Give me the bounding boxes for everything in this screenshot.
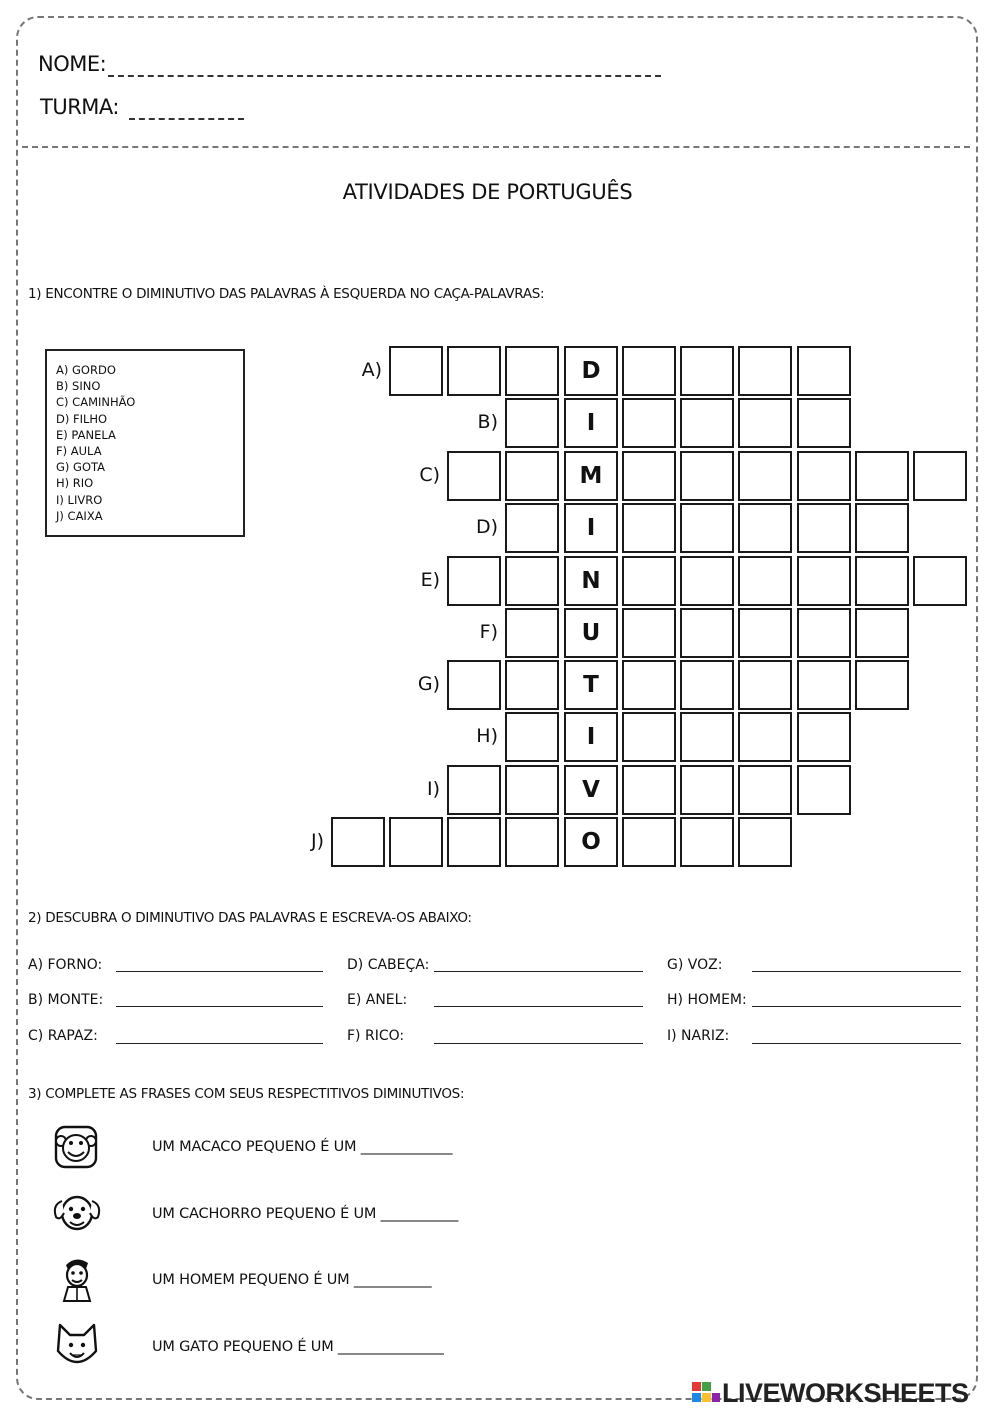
crossword-cell[interactable] xyxy=(738,398,792,448)
crossword-row-label: F) xyxy=(479,621,498,643)
crossword-cell[interactable] xyxy=(913,451,967,501)
crossword-cell[interactable] xyxy=(447,346,501,396)
crossword-row-label: A) xyxy=(361,359,382,381)
crossword-cell[interactable] xyxy=(738,765,792,815)
answer-line[interactable] xyxy=(752,1043,961,1044)
crossword-row-label: D) xyxy=(475,516,498,538)
answer-line[interactable] xyxy=(116,971,323,972)
crossword-key-letter: I xyxy=(564,712,618,762)
crossword-cell[interactable] xyxy=(447,765,501,815)
crossword-cell[interactable] xyxy=(797,765,851,815)
crossword-cell[interactable] xyxy=(738,556,792,606)
crossword-cell[interactable] xyxy=(738,503,792,553)
section1-instruction: 1) ENCONTRE O DIMINUTIVO DAS PALAVRAS À ESQUERDA NO CAÇA-PALAVRAS: xyxy=(28,286,545,302)
crossword-cell[interactable] xyxy=(680,765,734,815)
crossword-cell[interactable] xyxy=(505,608,559,658)
crossword-cell[interactable] xyxy=(797,503,851,553)
crossword-cell[interactable] xyxy=(622,556,676,606)
crossword-cell[interactable] xyxy=(680,451,734,501)
crossword-cell[interactable] xyxy=(622,765,676,815)
crossword-key-letter: N xyxy=(564,556,618,606)
crossword-cell[interactable] xyxy=(622,608,676,658)
crossword-cell[interactable] xyxy=(447,451,501,501)
crossword-cell[interactable] xyxy=(505,451,559,501)
crossword-cell[interactable] xyxy=(797,398,851,448)
sentence: UM HOMEM PEQUENO É UM ___________ xyxy=(152,1272,432,1288)
crossword-cell[interactable] xyxy=(505,503,559,553)
crossword-cell[interactable] xyxy=(447,817,501,867)
crossword-cell[interactable] xyxy=(738,451,792,501)
word-item: C) CAMINHÃO xyxy=(56,395,136,410)
sentence: UM MACACO PEQUENO É UM _____________ xyxy=(152,1139,453,1155)
answer-line[interactable] xyxy=(752,1006,961,1007)
page-title: ATIVIDADES DE PORTUGUÊS xyxy=(342,180,633,204)
monkey-icon xyxy=(52,1121,102,1171)
section3-instruction: 3) COMPLETE AS FRASES COM SEUS RESPECTITIVOS DIMINUTIVOS: xyxy=(28,1086,465,1102)
crossword-cell[interactable] xyxy=(855,503,909,553)
answer-line[interactable] xyxy=(434,971,643,972)
crossword-cell[interactable] xyxy=(622,817,676,867)
crossword-cell[interactable] xyxy=(505,556,559,606)
exercise2-label: D) CABEÇA: xyxy=(347,957,430,973)
class-input-line[interactable] xyxy=(129,118,244,120)
word-item: G) GOTA xyxy=(56,460,106,475)
name-input-line[interactable] xyxy=(108,75,661,77)
crossword-cell[interactable] xyxy=(505,712,559,762)
crossword-key-letter: V xyxy=(564,765,618,815)
crossword-cell[interactable] xyxy=(855,556,909,606)
crossword-cell[interactable] xyxy=(622,660,676,710)
crossword-row-label: B) xyxy=(477,411,498,433)
exercise2-label: H) HOMEM: xyxy=(667,992,747,1008)
liveworksheets-logo xyxy=(690,1378,969,1409)
word-item: J) CAIXA xyxy=(56,508,103,523)
header-divider xyxy=(22,146,970,148)
crossword-cell[interactable] xyxy=(738,608,792,658)
cat-icon xyxy=(52,1321,102,1371)
crossword-cell[interactable] xyxy=(680,660,734,710)
crossword-cell[interactable] xyxy=(680,817,734,867)
crossword-cell[interactable] xyxy=(797,556,851,606)
answer-line[interactable] xyxy=(434,1043,643,1044)
sentence: UM GATO PEQUENO É UM _______________ xyxy=(152,1339,444,1355)
crossword-cell[interactable] xyxy=(797,608,851,658)
crossword-cell[interactable] xyxy=(622,503,676,553)
crossword-key-letter: I xyxy=(564,398,618,448)
exercise2-label: B) MONTE: xyxy=(28,992,104,1008)
crossword-cell[interactable] xyxy=(855,660,909,710)
crossword-cell[interactable] xyxy=(622,712,676,762)
crossword-key-letter: I xyxy=(564,503,618,553)
crossword-cell[interactable] xyxy=(680,556,734,606)
word-item: B) SINO xyxy=(56,379,101,394)
crossword-cell[interactable] xyxy=(331,817,385,867)
answer-line[interactable] xyxy=(752,971,961,972)
man-icon xyxy=(52,1253,102,1303)
crossword-cell[interactable] xyxy=(855,451,909,501)
crossword-cell[interactable] xyxy=(738,660,792,710)
word-item: F) AULA xyxy=(56,444,102,459)
crossword-cell[interactable] xyxy=(505,398,559,448)
class-row xyxy=(40,95,119,119)
word-item: I) LIVRO xyxy=(56,492,103,507)
crossword-cell[interactable] xyxy=(680,346,734,396)
crossword-cell[interactable] xyxy=(680,398,734,448)
name-row xyxy=(38,52,106,76)
crossword-cell[interactable] xyxy=(797,660,851,710)
exercise2-label: G) VOZ: xyxy=(667,957,723,973)
crossword-cell[interactable] xyxy=(505,817,559,867)
sentence: UM CACHORRO PEQUENO É UM ___________ xyxy=(152,1206,459,1222)
word-list xyxy=(56,362,135,524)
name-label: NOME: xyxy=(38,52,107,76)
crossword-key-letter: D xyxy=(564,346,618,396)
crossword-cell[interactable] xyxy=(505,765,559,815)
answer-line[interactable] xyxy=(116,1043,323,1044)
crossword-cell[interactable] xyxy=(680,712,734,762)
crossword-cell[interactable] xyxy=(738,817,792,867)
crossword-cell[interactable] xyxy=(389,817,443,867)
crossword-key-letter: O xyxy=(564,817,618,867)
crossword-row-label: H) xyxy=(476,725,498,747)
crossword-cell[interactable] xyxy=(505,346,559,396)
brand-text: LIVEWORKSHEETS xyxy=(722,1378,969,1408)
exercise2-label: I) NARIZ: xyxy=(667,1028,730,1044)
word-item: H) RIO xyxy=(56,476,94,491)
crossword-cell[interactable] xyxy=(622,398,676,448)
exercise2-label: E) ANEL: xyxy=(347,992,408,1008)
section2-instruction: 2) DESCUBRA O DIMINUTIVO DAS PALAVRAS E ESCREVA-OS ABAIXO: xyxy=(28,910,472,926)
crossword-cell[interactable] xyxy=(622,346,676,396)
crossword-key-letter: U xyxy=(564,608,618,658)
crossword-cell[interactable] xyxy=(855,608,909,658)
crossword-cell[interactable] xyxy=(738,712,792,762)
logo-blocks-icon xyxy=(690,1380,722,1408)
crossword-key-letter: M xyxy=(564,451,618,501)
crossword-row-label: I) xyxy=(426,778,440,800)
answer-line[interactable] xyxy=(116,1006,323,1007)
crossword-cell[interactable] xyxy=(913,556,967,606)
dog-icon xyxy=(52,1187,102,1237)
crossword-cell[interactable] xyxy=(447,556,501,606)
exercise2-label: A) FORNO: xyxy=(28,957,103,973)
word-item: D) FILHO xyxy=(56,411,108,426)
crossword-row-label: G) xyxy=(417,673,440,695)
word-item: A) GORDO xyxy=(56,363,116,377)
crossword-cell[interactable] xyxy=(797,451,851,501)
crossword-key-letter: T xyxy=(564,660,618,710)
word-item: E) PANELA xyxy=(56,427,116,442)
crossword-row-label: E) xyxy=(420,569,440,591)
exercise2-label: C) RAPAZ: xyxy=(28,1028,98,1044)
crossword-cell[interactable] xyxy=(622,451,676,501)
crossword-cell[interactable] xyxy=(680,503,734,553)
crossword-row-label: J) xyxy=(310,830,324,852)
crossword-cell[interactable] xyxy=(447,660,501,710)
crossword-cell[interactable] xyxy=(680,608,734,658)
crossword-cell[interactable] xyxy=(797,712,851,762)
crossword-cell[interactable] xyxy=(389,346,443,396)
exercise2-label: F) RICO: xyxy=(347,1028,405,1044)
class-label: TURMA: xyxy=(40,95,119,119)
crossword-cell[interactable] xyxy=(505,660,559,710)
crossword-row-label: C) xyxy=(419,464,440,486)
answer-line[interactable] xyxy=(434,1006,643,1007)
crossword-cell[interactable] xyxy=(797,346,851,396)
crossword-cell[interactable] xyxy=(738,346,792,396)
